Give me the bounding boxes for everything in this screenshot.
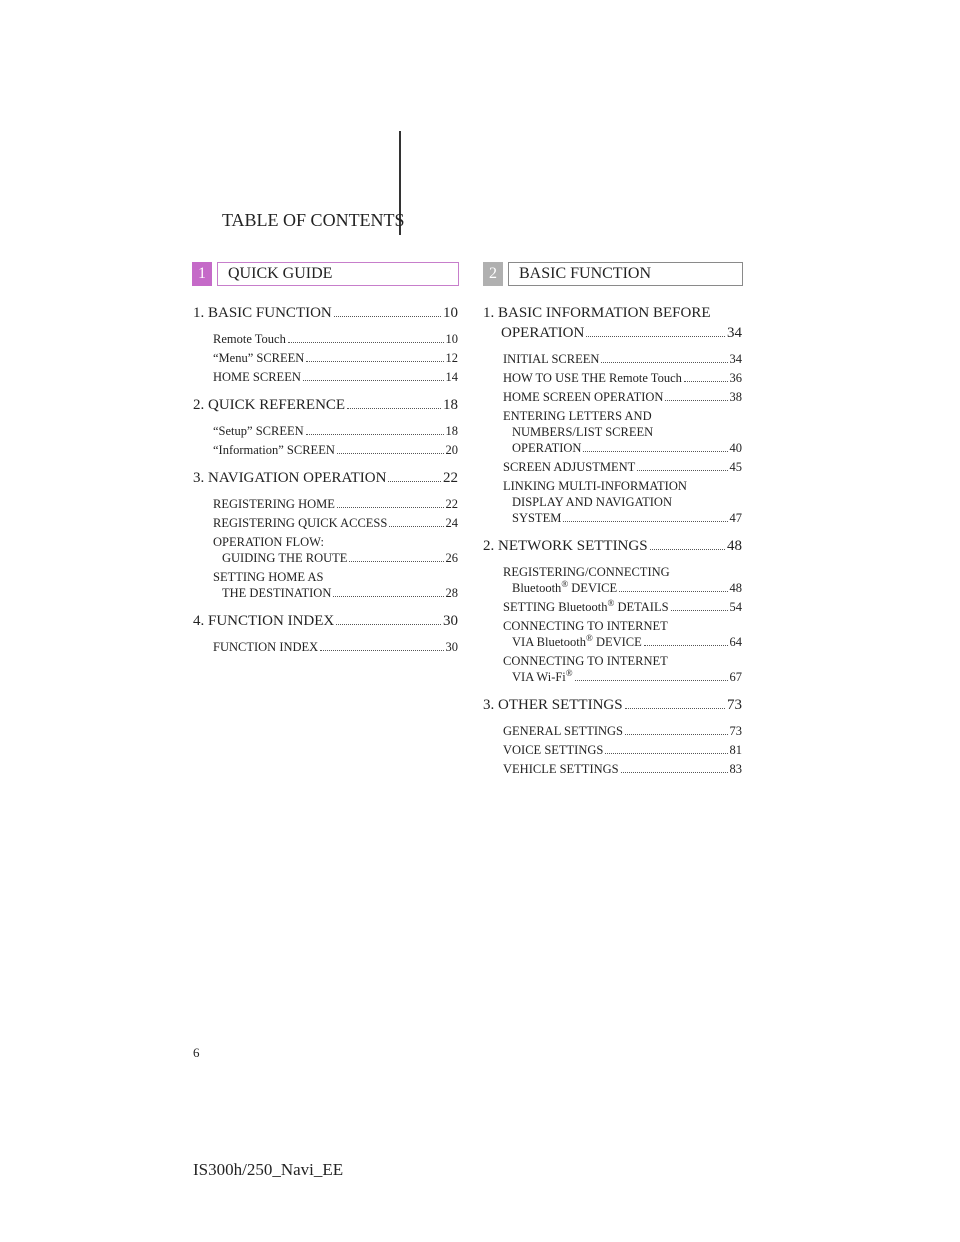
dot-leader bbox=[389, 526, 443, 527]
entry-title-line bbox=[512, 580, 617, 596]
registered-mark: ® bbox=[565, 667, 573, 678]
toc-entry[interactable] bbox=[483, 653, 742, 685]
toc-entry[interactable] bbox=[483, 459, 742, 475]
page-ref: 20 bbox=[445, 443, 458, 457]
entry-title-line: DISPLAY AND NAVIGATION bbox=[512, 495, 672, 509]
entry-title: INITIAL SCREEN bbox=[503, 352, 600, 366]
entry-title-line: SYSTEM bbox=[512, 511, 562, 525]
entry-title: Remote Touch bbox=[213, 332, 286, 346]
toc-entry[interactable] bbox=[483, 761, 742, 777]
page-ref: 38 bbox=[729, 390, 742, 404]
page-ref: 73 bbox=[727, 697, 742, 713]
page-ref: 45 bbox=[729, 460, 742, 474]
page-ref: 48 bbox=[727, 538, 742, 554]
toc-entry[interactable] bbox=[483, 478, 742, 526]
page-ref: 14 bbox=[445, 370, 458, 384]
entry-title: “Setup” SCREEN bbox=[213, 424, 304, 438]
dot-leader bbox=[601, 362, 727, 363]
toc-entry[interactable] bbox=[193, 639, 458, 655]
entry-title: REGISTERING QUICK ACCESS bbox=[213, 516, 388, 530]
page-ref: 34 bbox=[727, 325, 742, 341]
entry-title: “Menu” SCREEN bbox=[213, 351, 305, 365]
toc-entry[interactable] bbox=[193, 423, 458, 439]
chapter-title-line: 1. BASIC INFORMATION BEFORE bbox=[483, 305, 711, 321]
toc-chapter[interactable] bbox=[193, 395, 458, 415]
dot-leader bbox=[665, 400, 727, 401]
toc-entry[interactable] bbox=[483, 723, 742, 739]
entry-title: SCREEN ADJUSTMENT bbox=[503, 460, 636, 474]
page-ref: 67 bbox=[729, 670, 742, 684]
entry-text: Bluetooth bbox=[512, 581, 562, 595]
page-ref: 28 bbox=[445, 586, 458, 600]
page-ref: 10 bbox=[443, 305, 458, 321]
dot-leader bbox=[336, 624, 441, 625]
page-ref: 18 bbox=[445, 424, 458, 438]
dot-leader bbox=[563, 521, 727, 522]
toc-entry[interactable] bbox=[193, 496, 458, 512]
toc-chapter[interactable] bbox=[483, 536, 742, 556]
page-ref: 34 bbox=[729, 352, 742, 366]
entry-title-line: SETTING HOME AS bbox=[213, 570, 324, 584]
toc-chapter[interactable] bbox=[483, 695, 742, 715]
toc-chapter[interactable] bbox=[483, 303, 742, 343]
entry-title-line: CONNECTING TO INTERNET bbox=[503, 654, 668, 668]
dot-leader bbox=[637, 470, 727, 471]
entry-text: VIA Wi-Fi bbox=[512, 670, 566, 684]
page-ref: 26 bbox=[445, 551, 458, 565]
page-ref: 40 bbox=[729, 441, 742, 455]
chapter-title: 3. NAVIGATION OPERATION bbox=[193, 470, 387, 486]
entry-title-line bbox=[512, 669, 573, 685]
entry-text: DEVICE bbox=[568, 581, 618, 595]
dot-leader bbox=[619, 591, 727, 592]
page-ref: 54 bbox=[729, 600, 742, 614]
dot-leader bbox=[306, 361, 443, 362]
toc-entry[interactable] bbox=[193, 442, 458, 458]
page-ref: 30 bbox=[443, 613, 458, 629]
page-title: TABLE OF CONTENTS bbox=[222, 210, 405, 230]
dot-leader bbox=[306, 434, 444, 435]
dot-leader bbox=[650, 549, 725, 550]
toc-entry[interactable] bbox=[193, 331, 458, 347]
toc-entry[interactable] bbox=[483, 351, 742, 367]
toc-chapter[interactable] bbox=[193, 468, 458, 488]
page-number: 6 bbox=[193, 1045, 200, 1060]
entry-title-line: THE DESTINATION bbox=[222, 586, 332, 600]
toc-chapter[interactable] bbox=[193, 303, 458, 323]
toc-entry[interactable] bbox=[483, 618, 742, 650]
page-ref: 81 bbox=[729, 743, 742, 757]
entry-title: FUNCTION INDEX bbox=[213, 640, 319, 654]
entry-title-line: CONNECTING TO INTERNET bbox=[503, 619, 668, 633]
registered-mark: ® bbox=[607, 597, 615, 608]
entry-title-line: OPERATION bbox=[512, 441, 582, 455]
section-number-badge: 1 bbox=[192, 262, 212, 286]
toc-entry[interactable] bbox=[483, 408, 742, 456]
dot-leader bbox=[586, 336, 725, 337]
dot-leader bbox=[349, 561, 443, 562]
page-ref: 22 bbox=[443, 470, 458, 486]
dot-leader bbox=[288, 342, 444, 343]
toc-entry[interactable] bbox=[193, 369, 458, 385]
page-ref: 12 bbox=[445, 351, 458, 365]
toc-entry[interactable] bbox=[483, 370, 742, 386]
entry-title: HOME SCREEN bbox=[213, 370, 301, 384]
page-ref: 24 bbox=[445, 516, 458, 530]
chapter-title: 2. QUICK REFERENCE bbox=[193, 397, 346, 413]
dot-leader bbox=[625, 708, 725, 709]
entry-text: DETAILS bbox=[614, 600, 669, 614]
dot-leader bbox=[303, 380, 444, 381]
registered-mark: ® bbox=[585, 632, 593, 643]
page-ref: 73 bbox=[729, 724, 742, 738]
dot-leader bbox=[337, 453, 444, 454]
dot-leader bbox=[333, 596, 443, 597]
dot-leader bbox=[644, 645, 728, 646]
toc-entry[interactable] bbox=[193, 515, 458, 531]
entry-text: DEVICE bbox=[592, 635, 642, 649]
section-number-badge: 2 bbox=[483, 262, 503, 286]
document-id-footer: IS300h/250_Navi_EE bbox=[193, 1160, 344, 1179]
dot-leader bbox=[347, 408, 441, 409]
dot-leader bbox=[684, 381, 728, 382]
toc-entry[interactable] bbox=[193, 534, 458, 566]
section-title: BASIC FUNCTION bbox=[508, 262, 743, 286]
page-ref: 48 bbox=[729, 581, 742, 595]
page-ref: 83 bbox=[729, 762, 742, 776]
toc-entry[interactable] bbox=[193, 350, 458, 366]
page-ref: 64 bbox=[729, 635, 742, 649]
chapter-title: 4. FUNCTION INDEX bbox=[193, 613, 335, 629]
page-ref: 10 bbox=[445, 332, 458, 346]
dot-leader bbox=[320, 650, 443, 651]
toc-column-basic-function bbox=[483, 303, 742, 780]
toc-entry[interactable] bbox=[483, 599, 742, 615]
toc-chapter[interactable] bbox=[193, 611, 458, 631]
entry-text: VIA Bluetooth bbox=[512, 635, 586, 649]
entry-title-line bbox=[512, 634, 642, 650]
page-ref: 22 bbox=[445, 497, 458, 511]
entry-title: “Information” SCREEN bbox=[213, 443, 335, 457]
entry-title: HOW TO USE THE Remote Touch bbox=[503, 371, 682, 385]
entry-title-line: NUMBERS/LIST SCREEN bbox=[512, 425, 654, 439]
entry-title: HOME SCREEN OPERATION bbox=[503, 390, 664, 404]
entry-title: REGISTERING HOME bbox=[213, 497, 335, 511]
dot-leader bbox=[575, 680, 728, 681]
entry-title-line: LINKING MULTI-INFORMATION bbox=[503, 479, 687, 493]
entry-title: VOICE SETTINGS bbox=[503, 743, 604, 757]
dot-leader bbox=[671, 610, 728, 611]
dot-leader bbox=[334, 316, 441, 317]
page-ref: 47 bbox=[729, 511, 742, 525]
toc-entry[interactable] bbox=[193, 569, 458, 601]
entry-title-line: ENTERING LETTERS AND bbox=[503, 409, 652, 423]
chapter-title: 3. OTHER SETTINGS bbox=[483, 697, 623, 713]
entry-title-line: OPERATION FLOW: bbox=[213, 535, 324, 549]
section-title: QUICK GUIDE bbox=[217, 262, 459, 286]
page-ref: 36 bbox=[729, 371, 742, 385]
page-ref: 30 bbox=[445, 640, 458, 654]
dot-leader bbox=[621, 772, 728, 773]
entry-title-line: REGISTERING/CONNECTING bbox=[503, 565, 670, 579]
toc-entry[interactable] bbox=[483, 564, 742, 596]
entry-title-line: GUIDING THE ROUTE bbox=[222, 551, 348, 565]
chapter-title: 2. NETWORK SETTINGS bbox=[483, 538, 648, 554]
entry-title: GENERAL SETTINGS bbox=[503, 724, 624, 738]
dot-leader bbox=[388, 481, 441, 482]
registered-mark: ® bbox=[561, 578, 569, 589]
dot-leader bbox=[605, 753, 727, 754]
entry-title bbox=[503, 599, 669, 615]
toc-column-quick-guide bbox=[193, 303, 458, 658]
entry-title: VEHICLE SETTINGS bbox=[503, 762, 619, 776]
toc-entry[interactable] bbox=[483, 742, 742, 758]
dot-leader bbox=[583, 451, 727, 452]
chapter-title-line: OPERATION bbox=[501, 325, 585, 341]
dot-leader bbox=[625, 734, 727, 735]
toc-entry[interactable] bbox=[483, 389, 742, 405]
dot-leader bbox=[337, 507, 444, 508]
page-ref: 18 bbox=[443, 397, 458, 413]
chapter-title: 1. BASIC FUNCTION bbox=[193, 305, 332, 321]
entry-text: SETTING Bluetooth bbox=[503, 600, 608, 614]
